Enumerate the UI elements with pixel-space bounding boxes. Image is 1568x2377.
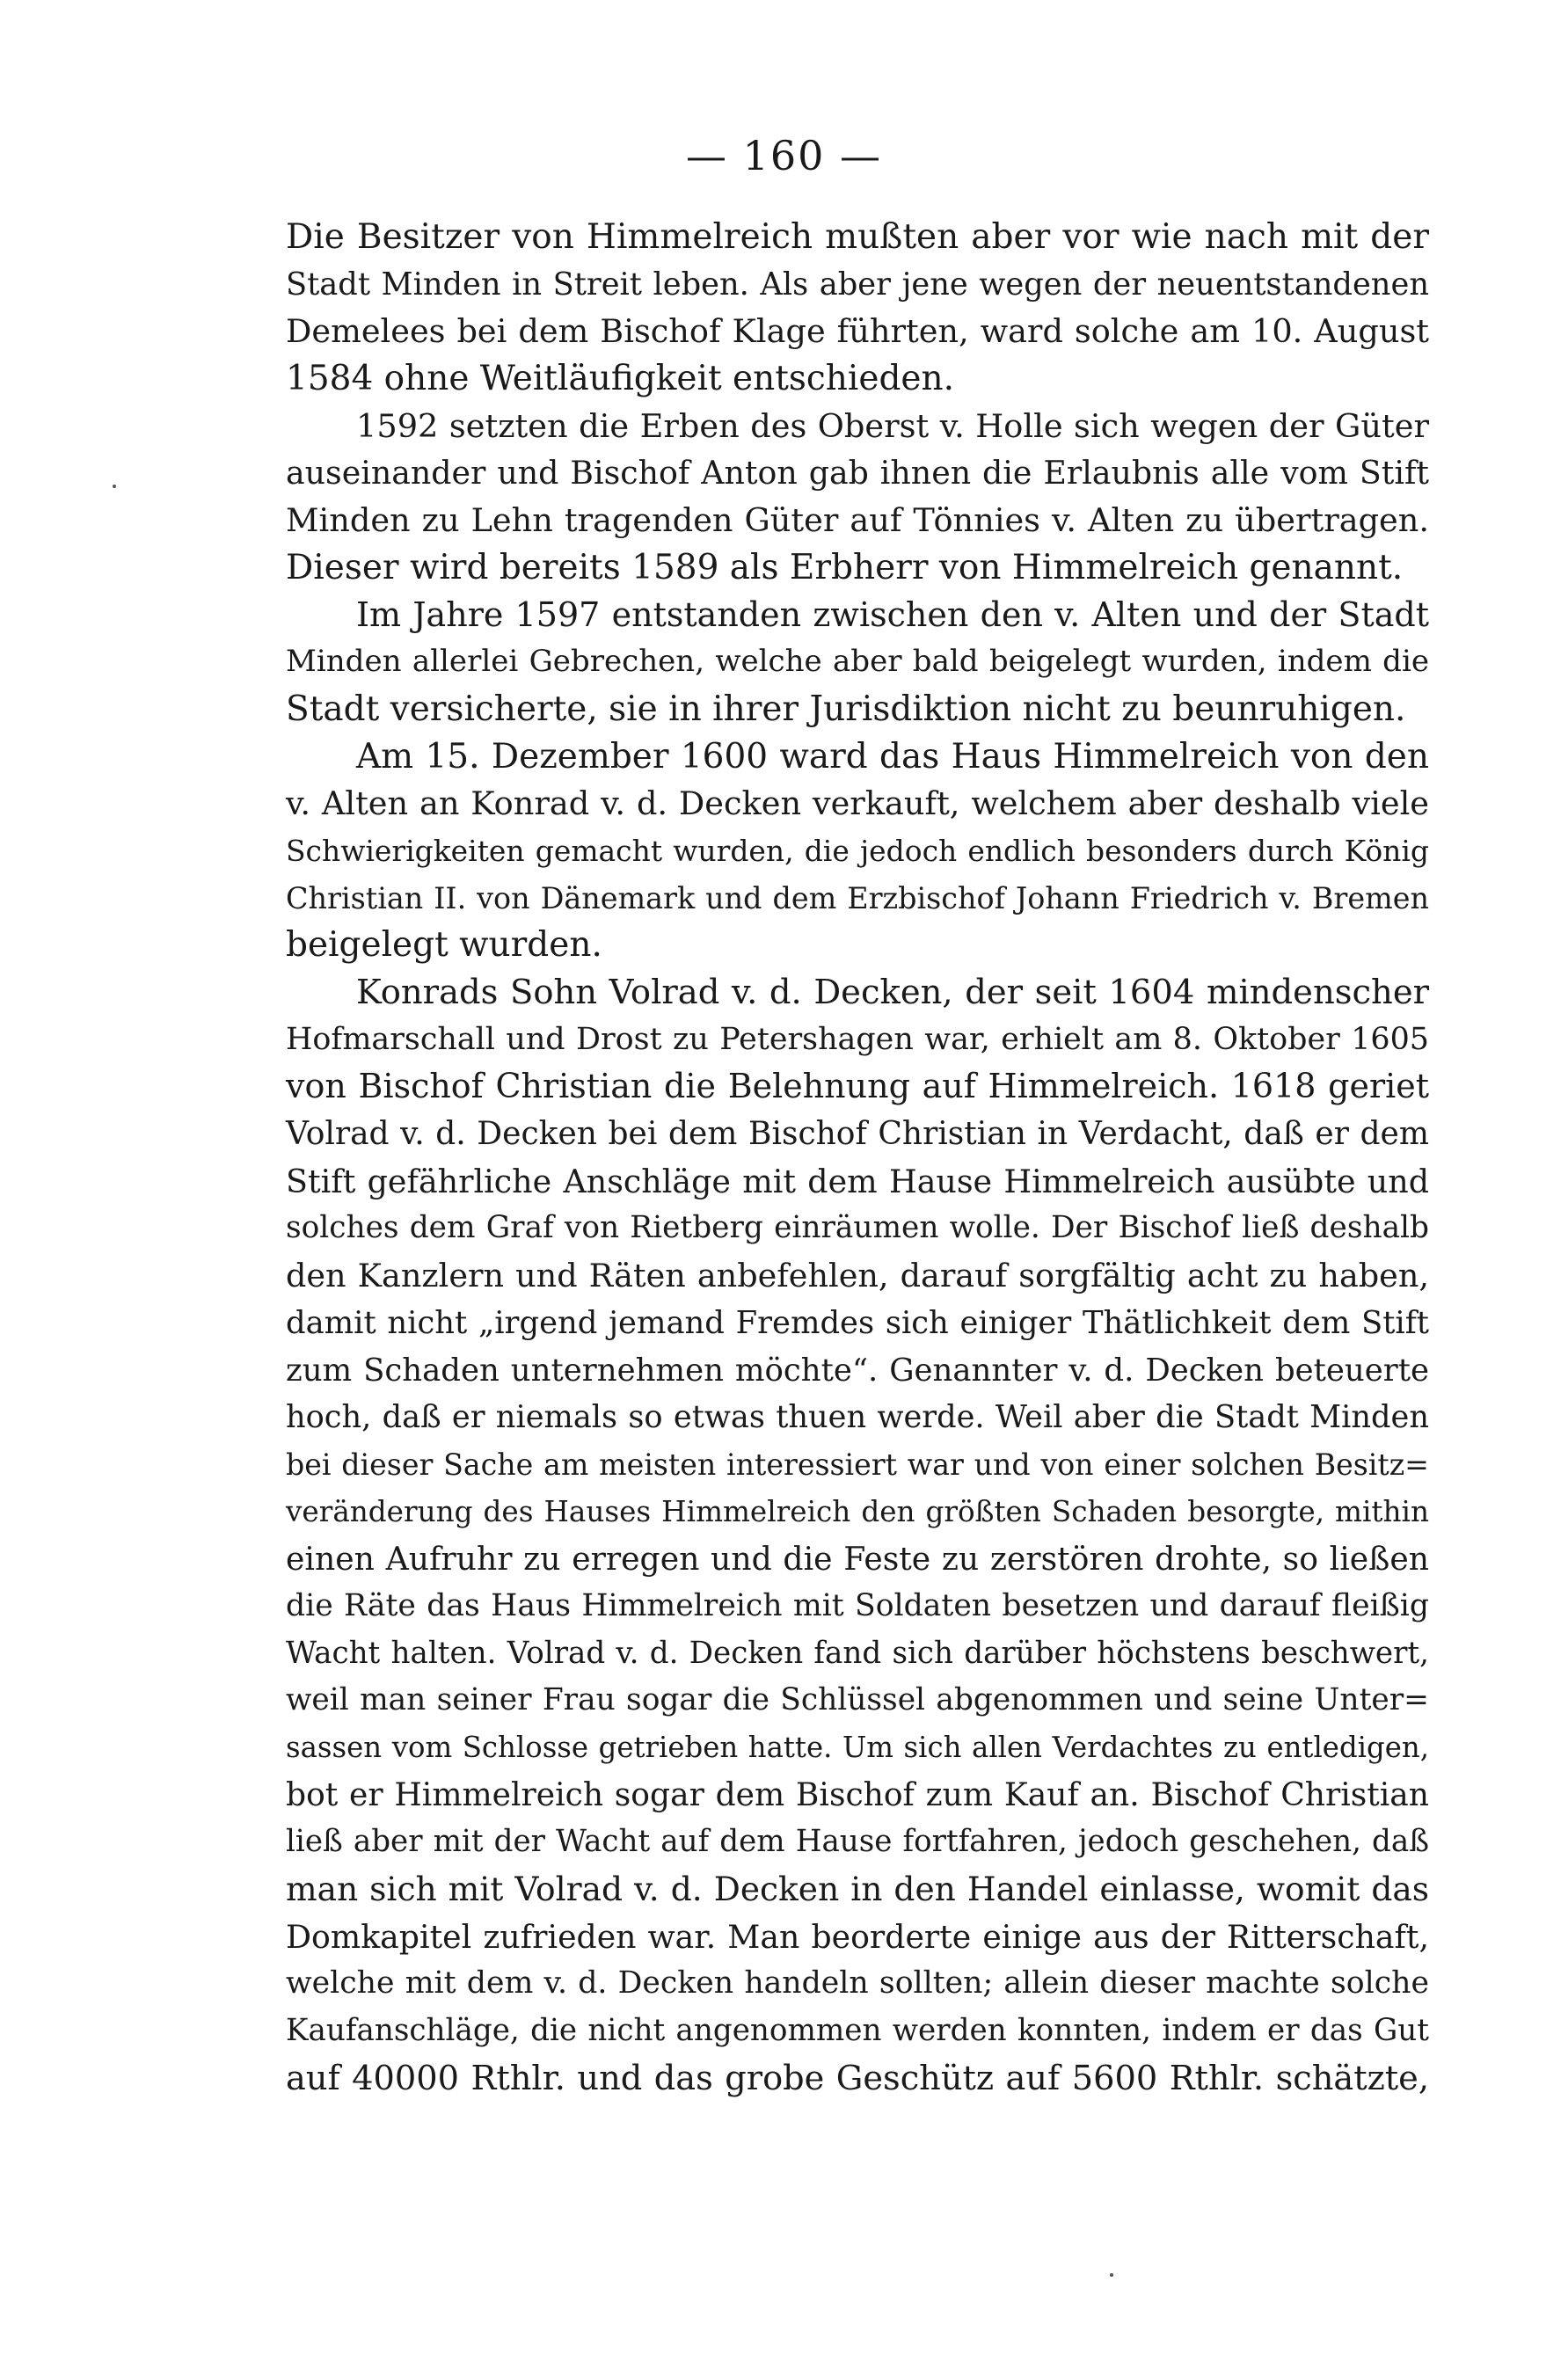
- text-line: zum Schaden unternehmen möchte“. Genannter v. d. Decken beteuerte: [286, 1352, 1429, 1389]
- text-line: sassen vom Schlosse getrieben hatte. Um sich allen Verdachtes zu entledigen,: [286, 1731, 1429, 1764]
- text-line: Am 15. Dezember 1600 ward das Haus Himmelreich von den: [356, 736, 1429, 777]
- page-number: — 160 —: [685, 132, 883, 179]
- text-line: Christian II. von Dänemark und dem Erzbischof Johann Friedrich v. Bremen: [286, 880, 1429, 915]
- text-line: 1592 setzten die Erben des Oberst v. Holle sich wegen der Güter: [356, 406, 1429, 445]
- text-line: Stift gefährliche Anschläge mit dem Hause Himmelreich ausübte und: [286, 1162, 1429, 1200]
- text-line: Demelees bei dem Bischof Klage führten, ward solche am 10. August: [286, 312, 1429, 351]
- text-line: Schwierigkeiten gemacht wurden, die jedoch endlich besonders durch König: [286, 833, 1429, 868]
- text-line: Stadt Minden in Streit leben. Als aber jene wegen der neuentstandenen: [286, 266, 1429, 303]
- text-line: Die Besitzer von Himmelreich mußten aber vor wie nach mit der: [286, 217, 1429, 257]
- text-line: hoch, daß er niemals so etwas thuen werde. Weil aber die Stadt Minden: [286, 1399, 1429, 1436]
- text-line: einen Aufruhr zu erregen und die Feste zu zerstören drohte, so ließen: [286, 1540, 1429, 1579]
- body-text: [286, 214, 1429, 2103]
- text-line: Domkapitel zufrieden war. Man beorderte einige aus der Ritterschaft,: [286, 1917, 1429, 1956]
- text-line: veränderung des Hauses Himmelreich den größten Schaden besorgte, mithin: [286, 1494, 1429, 1528]
- text-line: bot er Himmelreich sogar dem Bischof zum Kauf an. Bischof Christian: [286, 1775, 1429, 1813]
- text-line: welche mit dem v. d. Decken handeln sollten; allein dieser machte solche: [286, 1965, 1429, 2001]
- text-line: Im Jahre 1597 entstanden zwischen den v. Alten und der Stadt: [356, 594, 1429, 634]
- text-line: Hofmarschall und Drost zu Petershagen war, erhielt am 8. Oktober 1605: [286, 1021, 1429, 1057]
- text-line: ließ aber mit der Wacht auf dem Hause fortfahren, jedoch geschehen, daß: [286, 1824, 1429, 1860]
- text-line: man sich mit Volrad v. d. Decken in den Handel einlasse, womit das: [286, 1870, 1429, 1909]
- stray-mark: [113, 485, 116, 488]
- text-line: den Kanzlern und Räten anbefehlen, darauf sorgfältig acht zu haben,: [286, 1257, 1429, 1295]
- text-line: die Räte das Haus Himmelreich mit Soldaten besetzen und darauf fleißig: [286, 1587, 1429, 1623]
- text-line: Minden allerlei Gebrechen, welche aber bald beigelegt wurden, indem die: [286, 644, 1429, 680]
- text-line: v. Alten an Konrad v. d. Decken verkauft, welchem aber deshalb viele: [286, 784, 1429, 823]
- text-line: Wacht halten. Volrad v. d. Decken fand sich darüber höchstens beschwert,: [286, 1635, 1429, 1671]
- text-line: solches dem Graf von Rietberg einräumen wolle. Der Bischof ließ deshalb: [286, 1210, 1429, 1246]
- text-line: 1584 ohne Weitläufigkeit entschieden.: [286, 359, 955, 399]
- text-line: damit nicht „irgend jemand Fremdes sich einiger Thätlichkeit dem Stift: [286, 1304, 1429, 1341]
- text-line: Stadt versicherte, sie in ihrer Jurisdiktion nicht zu beunruhigen.: [286, 689, 1406, 729]
- text-line: bei dieser Sache am meisten interessiert war und von einer solchen Besitz=: [286, 1447, 1429, 1482]
- stray-mark: [1110, 2273, 1113, 2277]
- text-line: Konrads Sohn Volrad v. d. Decken, der seit 1604 mindenscher: [356, 973, 1429, 1012]
- text-line: Minden zu Lehn tragenden Güter auf Tönnies v. Alten zu übertragen.: [286, 501, 1429, 540]
- text-line: Kaufanschläge, die nicht angenommen werden konnten, indem er das Gut: [286, 2013, 1429, 2049]
- text-line: auf 40000 Rthlr. und das grobe Geschütz auf 5600 Rthlr. schätzte,: [286, 2058, 1429, 2098]
- text-line: Volrad v. d. Decken bei dem Bischof Christian in Verdacht, daß er dem: [286, 1116, 1429, 1153]
- text-line: Dieser wird bereits 1589 als Erbherr von Himmelreich genannt.: [286, 547, 1404, 587]
- text-line: beigelegt wurden.: [286, 925, 602, 966]
- text-line: weil man seiner Frau sogar die Schlüssel abgenommen und seine Unter=: [286, 1682, 1429, 1718]
- text-line: auseinander und Bischof Anton gab ihnen die Erlaubnis alle vom Stift: [286, 454, 1429, 492]
- text-line: von Bischof Christian die Belehnung auf Himmelreich. 1618 geriet: [286, 1067, 1429, 1106]
